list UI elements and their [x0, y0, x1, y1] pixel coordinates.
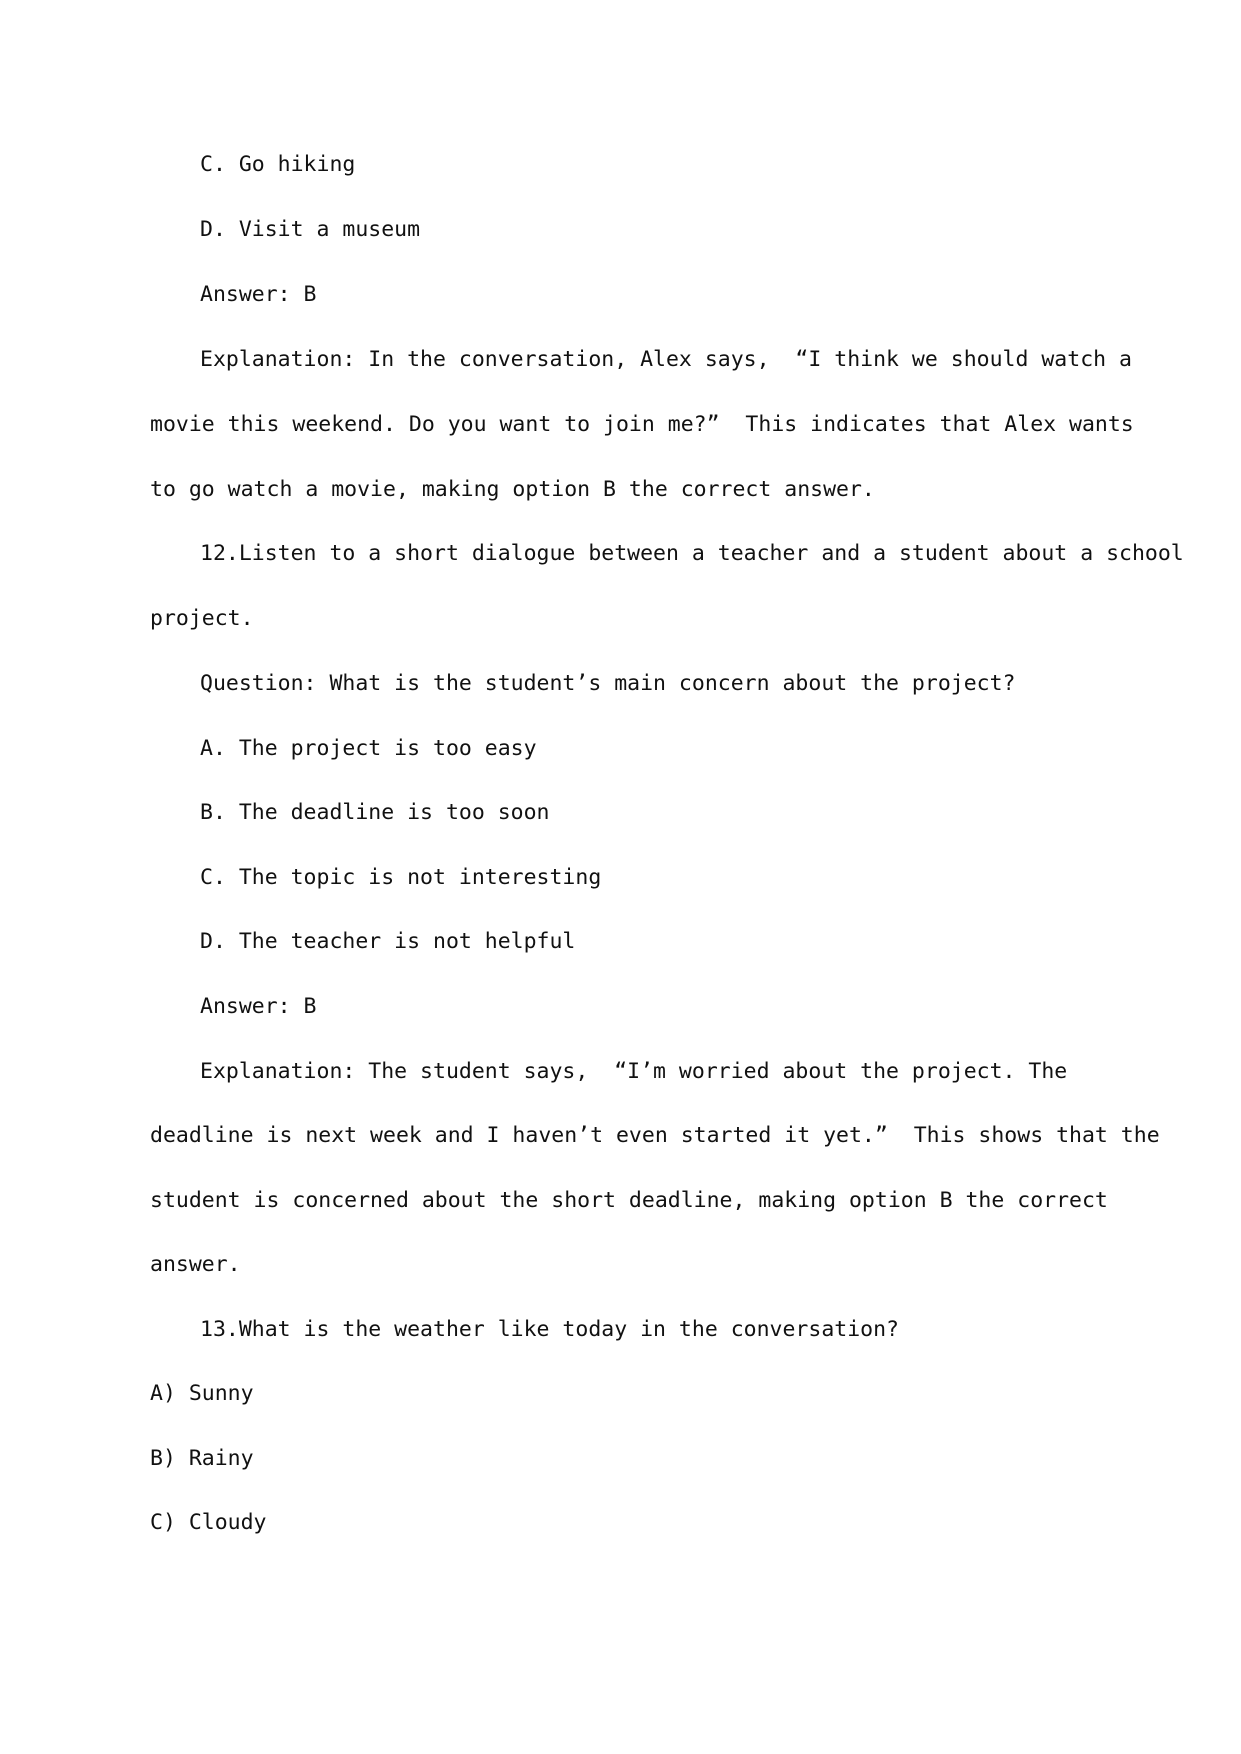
- explanation-line: deadline is next week and I haven’t even started it yet.” This shows that the: [150, 1123, 1160, 1148]
- option-d: D. Visit a museum: [200, 217, 421, 242]
- option-c: C. Go hiking: [200, 152, 356, 177]
- option-b: B) Rainy: [150, 1446, 254, 1471]
- question-12-prompt: Question: What is the student’s main concern about the project?: [200, 671, 1016, 696]
- answer-line: Answer: B: [200, 282, 317, 307]
- option-c: C. The topic is not interesting: [200, 865, 602, 890]
- explanation-line: to go watch a movie, making option B the correct answer.: [150, 477, 875, 502]
- explanation-line: Explanation: In the conversation, Alex says, “I think we should watch a: [200, 347, 1132, 372]
- option-d: D. The teacher is not helpful: [200, 929, 576, 954]
- question-12-line: project.: [150, 606, 254, 631]
- explanation-line: movie this weekend. Do you want to join me?” This indicates that Alex wants: [150, 412, 1134, 437]
- answer-line: Answer: B: [200, 994, 317, 1019]
- explanation-line: answer.: [150, 1252, 241, 1277]
- option-a: A) Sunny: [150, 1381, 254, 1406]
- explanation-line: Explanation: The student says, “I’m worried about the project. The: [200, 1059, 1068, 1084]
- option-a: A. The project is too easy: [200, 736, 537, 761]
- explanation-line: student is concerned about the short deadline, making option B the correct: [150, 1188, 1108, 1213]
- question-12-line: 12.Listen to a short dialogue between a teacher and a student about a school: [200, 541, 1184, 566]
- question-13: 13.What is the weather like today in the conversation?: [200, 1317, 899, 1342]
- option-c: C) Cloudy: [150, 1510, 267, 1535]
- option-b: B. The deadline is too soon: [200, 800, 550, 825]
